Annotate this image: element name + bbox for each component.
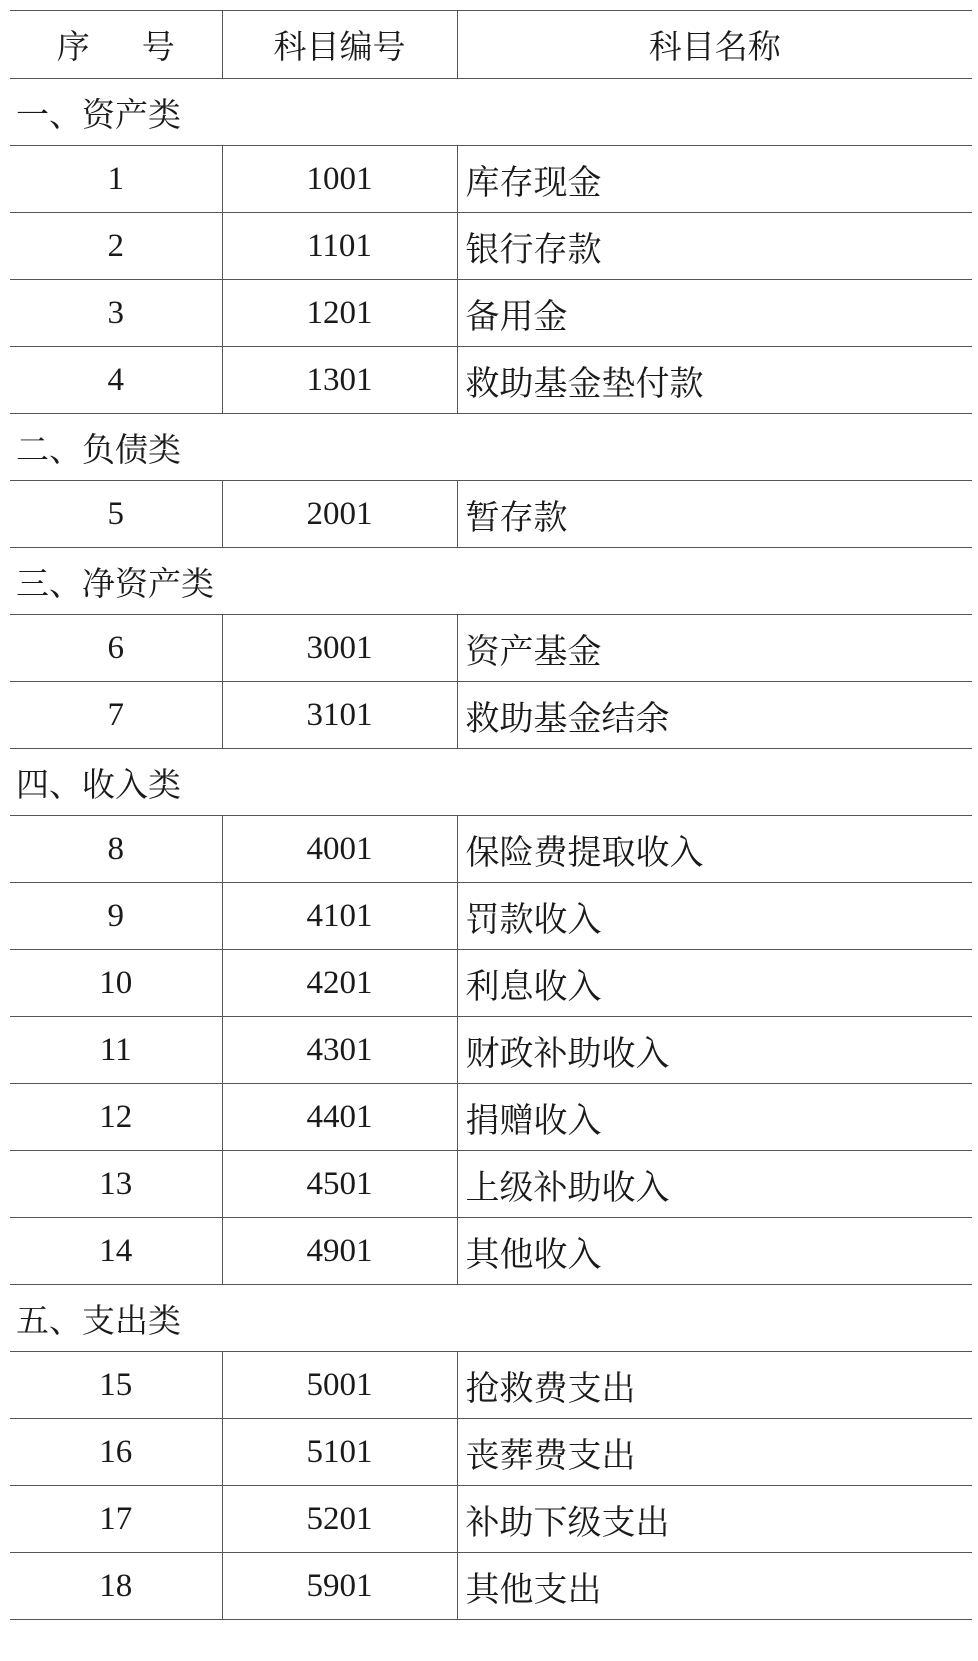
code-cell: 1301 [222,347,457,414]
seq-cell: 7 [10,682,222,749]
table-row [10,816,972,883]
name-cell: 罚款收入 [457,883,972,950]
table-row [10,1352,972,1419]
code-cell: 4501 [222,1151,457,1218]
table-header [10,11,972,79]
table-row [10,950,972,1017]
category-row [10,414,972,481]
code-cell: 1201 [222,280,457,347]
table-row [10,1084,972,1151]
code-cell: 4301 [222,1017,457,1084]
header-name: 科目名称 [457,11,972,79]
name-cell: 抢救费支出 [457,1352,972,1419]
seq-cell: 9 [10,883,222,950]
header-seq-part1: 序 [56,27,90,66]
seq-cell: 8 [10,816,222,883]
table-row [10,481,972,548]
table-row [10,1151,972,1218]
name-cell: 保险费提取收入 [457,816,972,883]
seq-cell: 14 [10,1218,222,1285]
header-seq-part2: 号 [141,27,175,66]
name-cell: 暂存款 [457,481,972,548]
table-row [10,883,972,950]
table-row [10,1486,972,1553]
seq-cell: 5 [10,481,222,548]
code-cell: 4401 [222,1084,457,1151]
name-cell: 备用金 [457,280,972,347]
account-subjects-table [10,10,972,1620]
code-cell: 5201 [222,1486,457,1553]
name-cell: 捐赠收入 [457,1084,972,1151]
code-cell: 1101 [222,213,457,280]
name-cell: 上级补助收入 [457,1151,972,1218]
category-row [10,548,972,615]
code-cell: 5901 [222,1553,457,1620]
table-row [10,347,972,414]
table-row [10,213,972,280]
seq-cell: 11 [10,1017,222,1084]
header-seq [10,11,222,79]
name-cell: 补助下级支出 [457,1486,972,1553]
seq-cell: 6 [10,615,222,682]
table-row [10,1553,972,1620]
code-cell: 4901 [222,1218,457,1285]
table-row [10,615,972,682]
code-cell: 2001 [222,481,457,548]
seq-cell: 1 [10,146,222,213]
header-code: 科目编号 [222,11,457,79]
table-row [10,1017,972,1084]
code-cell: 5001 [222,1352,457,1419]
category-label: 四、收入类 [10,749,972,816]
table-row [10,1419,972,1486]
seq-cell: 4 [10,347,222,414]
code-cell: 4101 [222,883,457,950]
seq-cell: 12 [10,1084,222,1151]
header-row [10,11,972,79]
code-cell: 4201 [222,950,457,1017]
table-body [10,79,972,1620]
code-cell: 3101 [222,682,457,749]
name-cell: 救助基金垫付款 [457,347,972,414]
category-label: 二、负债类 [10,414,972,481]
seq-cell: 3 [10,280,222,347]
category-label: 五、支出类 [10,1285,972,1352]
seq-cell: 15 [10,1352,222,1419]
seq-cell: 17 [10,1486,222,1553]
code-cell: 5101 [222,1419,457,1486]
seq-cell: 13 [10,1151,222,1218]
code-cell: 3001 [222,615,457,682]
name-cell: 利息收入 [457,950,972,1017]
seq-cell: 2 [10,213,222,280]
name-cell: 丧葬费支出 [457,1419,972,1486]
name-cell: 其他收入 [457,1218,972,1285]
category-label: 一、资产类 [10,79,972,146]
name-cell: 财政补助收入 [457,1017,972,1084]
category-row [10,749,972,816]
table-row [10,682,972,749]
code-cell: 4001 [222,816,457,883]
table-row [10,1218,972,1285]
table-row [10,146,972,213]
code-cell: 1001 [222,146,457,213]
name-cell: 库存现金 [457,146,972,213]
name-cell: 银行存款 [457,213,972,280]
name-cell: 资产基金 [457,615,972,682]
table-row [10,280,972,347]
category-row [10,79,972,146]
seq-cell: 10 [10,950,222,1017]
seq-cell: 16 [10,1419,222,1486]
name-cell: 其他支出 [457,1553,972,1620]
category-label: 三、净资产类 [10,548,972,615]
name-cell: 救助基金结余 [457,682,972,749]
seq-cell: 18 [10,1553,222,1620]
category-row [10,1285,972,1352]
